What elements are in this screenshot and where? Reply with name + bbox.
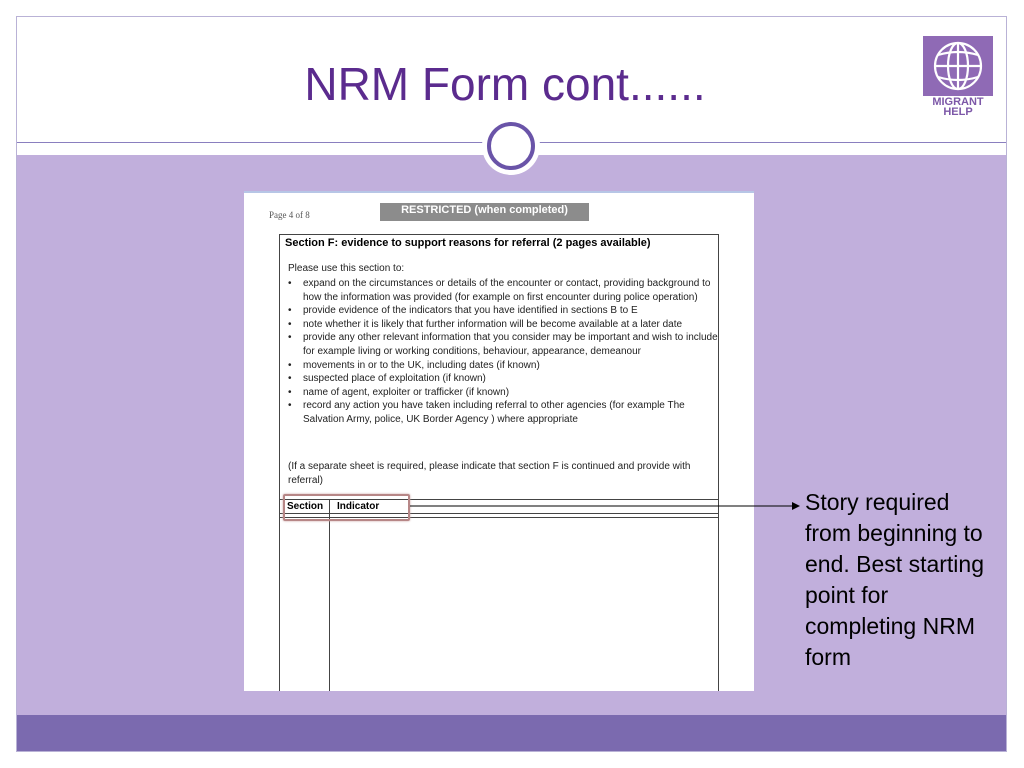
slide-title: NRM Form cont...... — [304, 58, 706, 110]
section-title: Section F: evidence to support reasons for referral (2 pages available) — [285, 237, 651, 249]
list-item: • provide evidence of the indicators that you have identified in sections B to E — [288, 304, 718, 318]
list-item: • name of agent, exploiter or trafficker (if known) — [288, 386, 718, 400]
table-column-divider — [329, 499, 330, 691]
instruction-list — [288, 277, 718, 427]
list-item: • expand on the circumstances or details of the encounter or contact, providing background to how the information was provided (for example on first encounter during police operation) — [288, 277, 718, 304]
list-item: • provide any other relevant information that you consider may be important and wish to include for example living or working conditions, behaviour, appearance, demeanour — [288, 331, 718, 358]
header-highlight-box — [283, 494, 410, 521]
restricted-banner: RESTRICTED (when completed) — [380, 203, 589, 221]
callout-text: Story required from beginning to end. Best starting point for completing NRM form — [805, 489, 984, 670]
slide-footer-bar — [17, 715, 1006, 751]
nrm-form-page — [244, 191, 754, 691]
list-item: • record any action you have taken including referral to other agencies (for example The Salvation Army, police, UK Border Agency ) where appropriate — [288, 399, 718, 426]
logo-background — [923, 36, 993, 96]
section-intro: Please use this section to: — [288, 263, 405, 274]
callout-arrow — [400, 498, 800, 514]
circle-decoration — [482, 117, 540, 175]
column-header-indicator: Indicator — [337, 501, 380, 512]
page-number: Page 4 of 8 — [269, 210, 310, 220]
logo-text-line2: HELP — [943, 106, 973, 118]
list-item: • movements in or to the UK, including dates (if known) — [288, 359, 718, 373]
separate-sheet-note: (If a separate sheet is required, please indicate that section F is continued and provide with referral) — [288, 461, 691, 486]
list-item: • suspected place of exploitation (if known) — [288, 372, 718, 386]
logo-wordmark — [921, 97, 995, 117]
migrant-help-logo — [921, 36, 995, 120]
column-header-section: Section — [287, 501, 324, 512]
logo-text-line1: MIGRANT — [932, 96, 984, 108]
globe-icon — [923, 36, 993, 96]
section-f-box — [279, 234, 719, 691]
list-item: • note whether it is likely that further information will be become available at a later date — [288, 318, 718, 332]
